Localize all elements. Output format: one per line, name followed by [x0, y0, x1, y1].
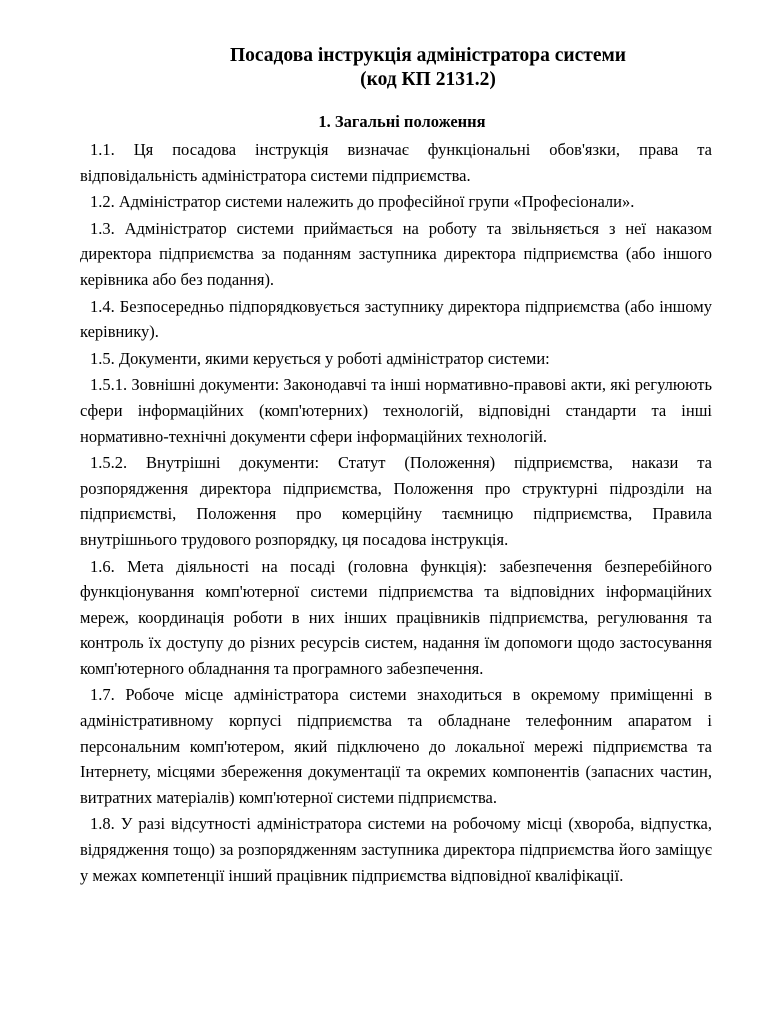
paragraph-1-8: 1.8. У разі відсутності адміністратора системи на робочому місці (хвороба, відпустка, відрядження тощо) за розпорядженням заступника директора підприємства його заміщує у межах компетенції інший працівник підприємства відповідної кваліфікації. — [80, 814, 712, 885]
paragraph-1-4: 1.4. Безпосередньо підпорядковується заступнику директора підприємства (або іншому керівнику). — [80, 296, 712, 342]
paragraph-1-7: 1.7. Робоче місце адміністратора системи знаходиться в окремому приміщенні в адміністративному корпусі підприємства та обладнане телефонним апаратом і персональним комп'ютером, який підключено до локальної мережі підприємства та Інтернету, місцями збереження документації та окремих компонентів (запасних частин, витратних матеріалів) комп'ютерної системи підприємства. — [80, 685, 712, 807]
paragraph-1-3: 1.3. Адміністратор системи приймається на роботу та звільняється з неї наказом директора підприємства за поданням заступника директора підприємства (або іншого керівника або без подання). — [80, 218, 712, 289]
document-title-line-1: Посадова інструкція адміністратора системи — [230, 45, 626, 66]
paragraph-1-6: 1.6. Мета діяльності на посаді (головна функція): забезпечення безперебійного функціонування комп'ютерної системи підприємства та відповідних інформаційних мереж, координація роботи в них інших працівників підприємства, регулювання та контроль їх доступу до різних ресурсів систем, надання їм допомоги щодо застосування комп'ютерного обладнання та програмного забезпечення. — [80, 556, 712, 678]
paragraph-1-5: 1.5. Документи, якими керується у роботі адміністратор системи: — [90, 348, 550, 368]
document-title-line-2: (код КП 2131.2) — [360, 69, 496, 90]
paragraph-1-2: 1.2. Адміністратор системи належить до професійної групи «Професіонали». — [90, 192, 635, 212]
paragraph-1-5-1: 1.5.1. Зовнішні документи: Законодавчі та інші нормативно-правові акти, які регулюють сфери інформаційних (комп'ютерних) технологій, відповідні стандарти та інші нормативно-технічні документи сфери інформаційних технологій. — [80, 375, 712, 446]
section-heading: 1. Загальні положення — [318, 112, 486, 131]
document-title — [80, 44, 712, 92]
paragraph-1-5-2: 1.5.2. Внутрішні документи: Статут (Положення) підприємства, накази та розпорядження директора підприємства, Положення про структурні підрозділи на підприємстві, Положення про комерційну таємницю підприємства, Правила внутрішнього трудового розпорядку, ця посадова інструкція. — [80, 453, 712, 549]
paragraph-1-1: 1.1. Ця посадова інструкція визначає функціональні обов'язки, права та відповідальність адміністратора системи підприємства. — [80, 140, 712, 185]
document-page — [80, 44, 712, 889]
